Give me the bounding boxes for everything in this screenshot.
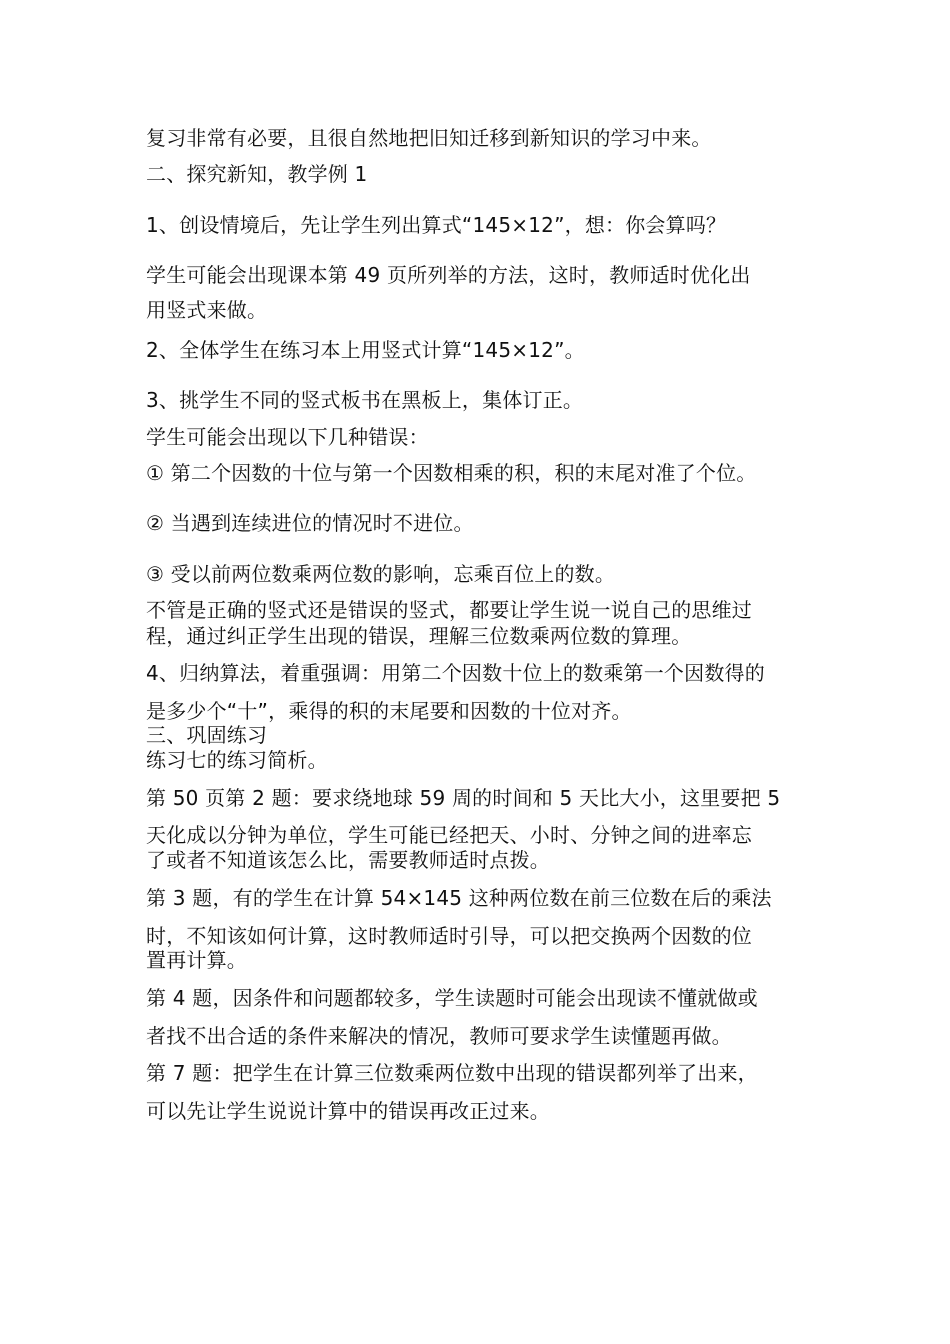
text-line: 4、归纳算法，着重强调：用第二个因数十位上的数乘第一个因数得的 xyxy=(146,661,765,685)
text-line: 第 7 题：把学生在计算三位数乘两位数中出现的错误都列举了出来， xyxy=(146,1061,758,1085)
text-line: 2、全体学生在练习本上用竖式计算“145×12”。 xyxy=(146,338,585,362)
section-heading: 三、巩固练习 xyxy=(146,723,268,747)
text-line: 3、挑学生不同的竖式板书在黑板上，集体订正。 xyxy=(146,388,584,412)
text-line: 是多少个“十”，乘得的积的末尾要和因数的十位对齐。 xyxy=(146,699,632,723)
text-line: ② 当遇到连续进位的情况时不进位。 xyxy=(146,511,474,535)
text-line: ① 第二个因数的十位与第一个因数相乘的积，积的末尾对准了个位。 xyxy=(146,461,757,485)
text-line: 时，不知该如何计算，这时教师适时引导，可以把交换两个因数的位 xyxy=(146,924,752,948)
text-line: 天化成以分钟为单位，学生可能已经把天、小时、分钟之间的进率忘 xyxy=(146,823,752,847)
text-line: 可以先让学生说说计算中的错误再改正过来。 xyxy=(146,1099,550,1123)
text-line: 用竖式来做。 xyxy=(146,298,268,322)
section-heading: 二、探究新知，教学例 1 xyxy=(146,162,368,186)
text-line: 第 4 题，因条件和问题都较多，学生读题时可能会出现读不懂就做或 xyxy=(146,986,758,1010)
text-line: 了或者不知道该怎么比，需要教师适时点拨。 xyxy=(146,848,550,872)
text-line: 第 3 题，有的学生在计算 54×145 这种两位数在前三位数在后的乘法 xyxy=(146,886,772,910)
text-line: 第 50 页第 2 题：要求绕地球 59 周的时间和 5 天比大小，这里要把 5 xyxy=(146,786,781,810)
text-line: 学生可能会出现课本第 49 页所列举的方法，这时，教师适时优化出 xyxy=(146,263,751,287)
text-line: 练习七的练习简析。 xyxy=(146,748,328,772)
text-line: 置再计算。 xyxy=(146,948,247,972)
text-line: 学生可能会出现以下几种错误： xyxy=(146,425,429,449)
text-line: 者找不出合适的条件来解决的情况，教师可要求学生读懂题再做。 xyxy=(146,1024,732,1048)
text-line: 1、创设情境后，先让学生列出算式“145×12”，想：你会算吗？ xyxy=(146,213,727,237)
text-line: 程，通过纠正学生出现的错误，理解三位数乘两位数的算理。 xyxy=(146,624,692,648)
text-line: 复习非常有必要，且很自然地把旧知迁移到新知识的学习中来。 xyxy=(146,126,712,150)
text-line: ③ 受以前两位数乘两位数的影响，忘乘百位上的数。 xyxy=(146,562,616,586)
text-line: 不管是正确的竖式还是错误的竖式，都要让学生说一说自己的思维过 xyxy=(146,598,752,622)
